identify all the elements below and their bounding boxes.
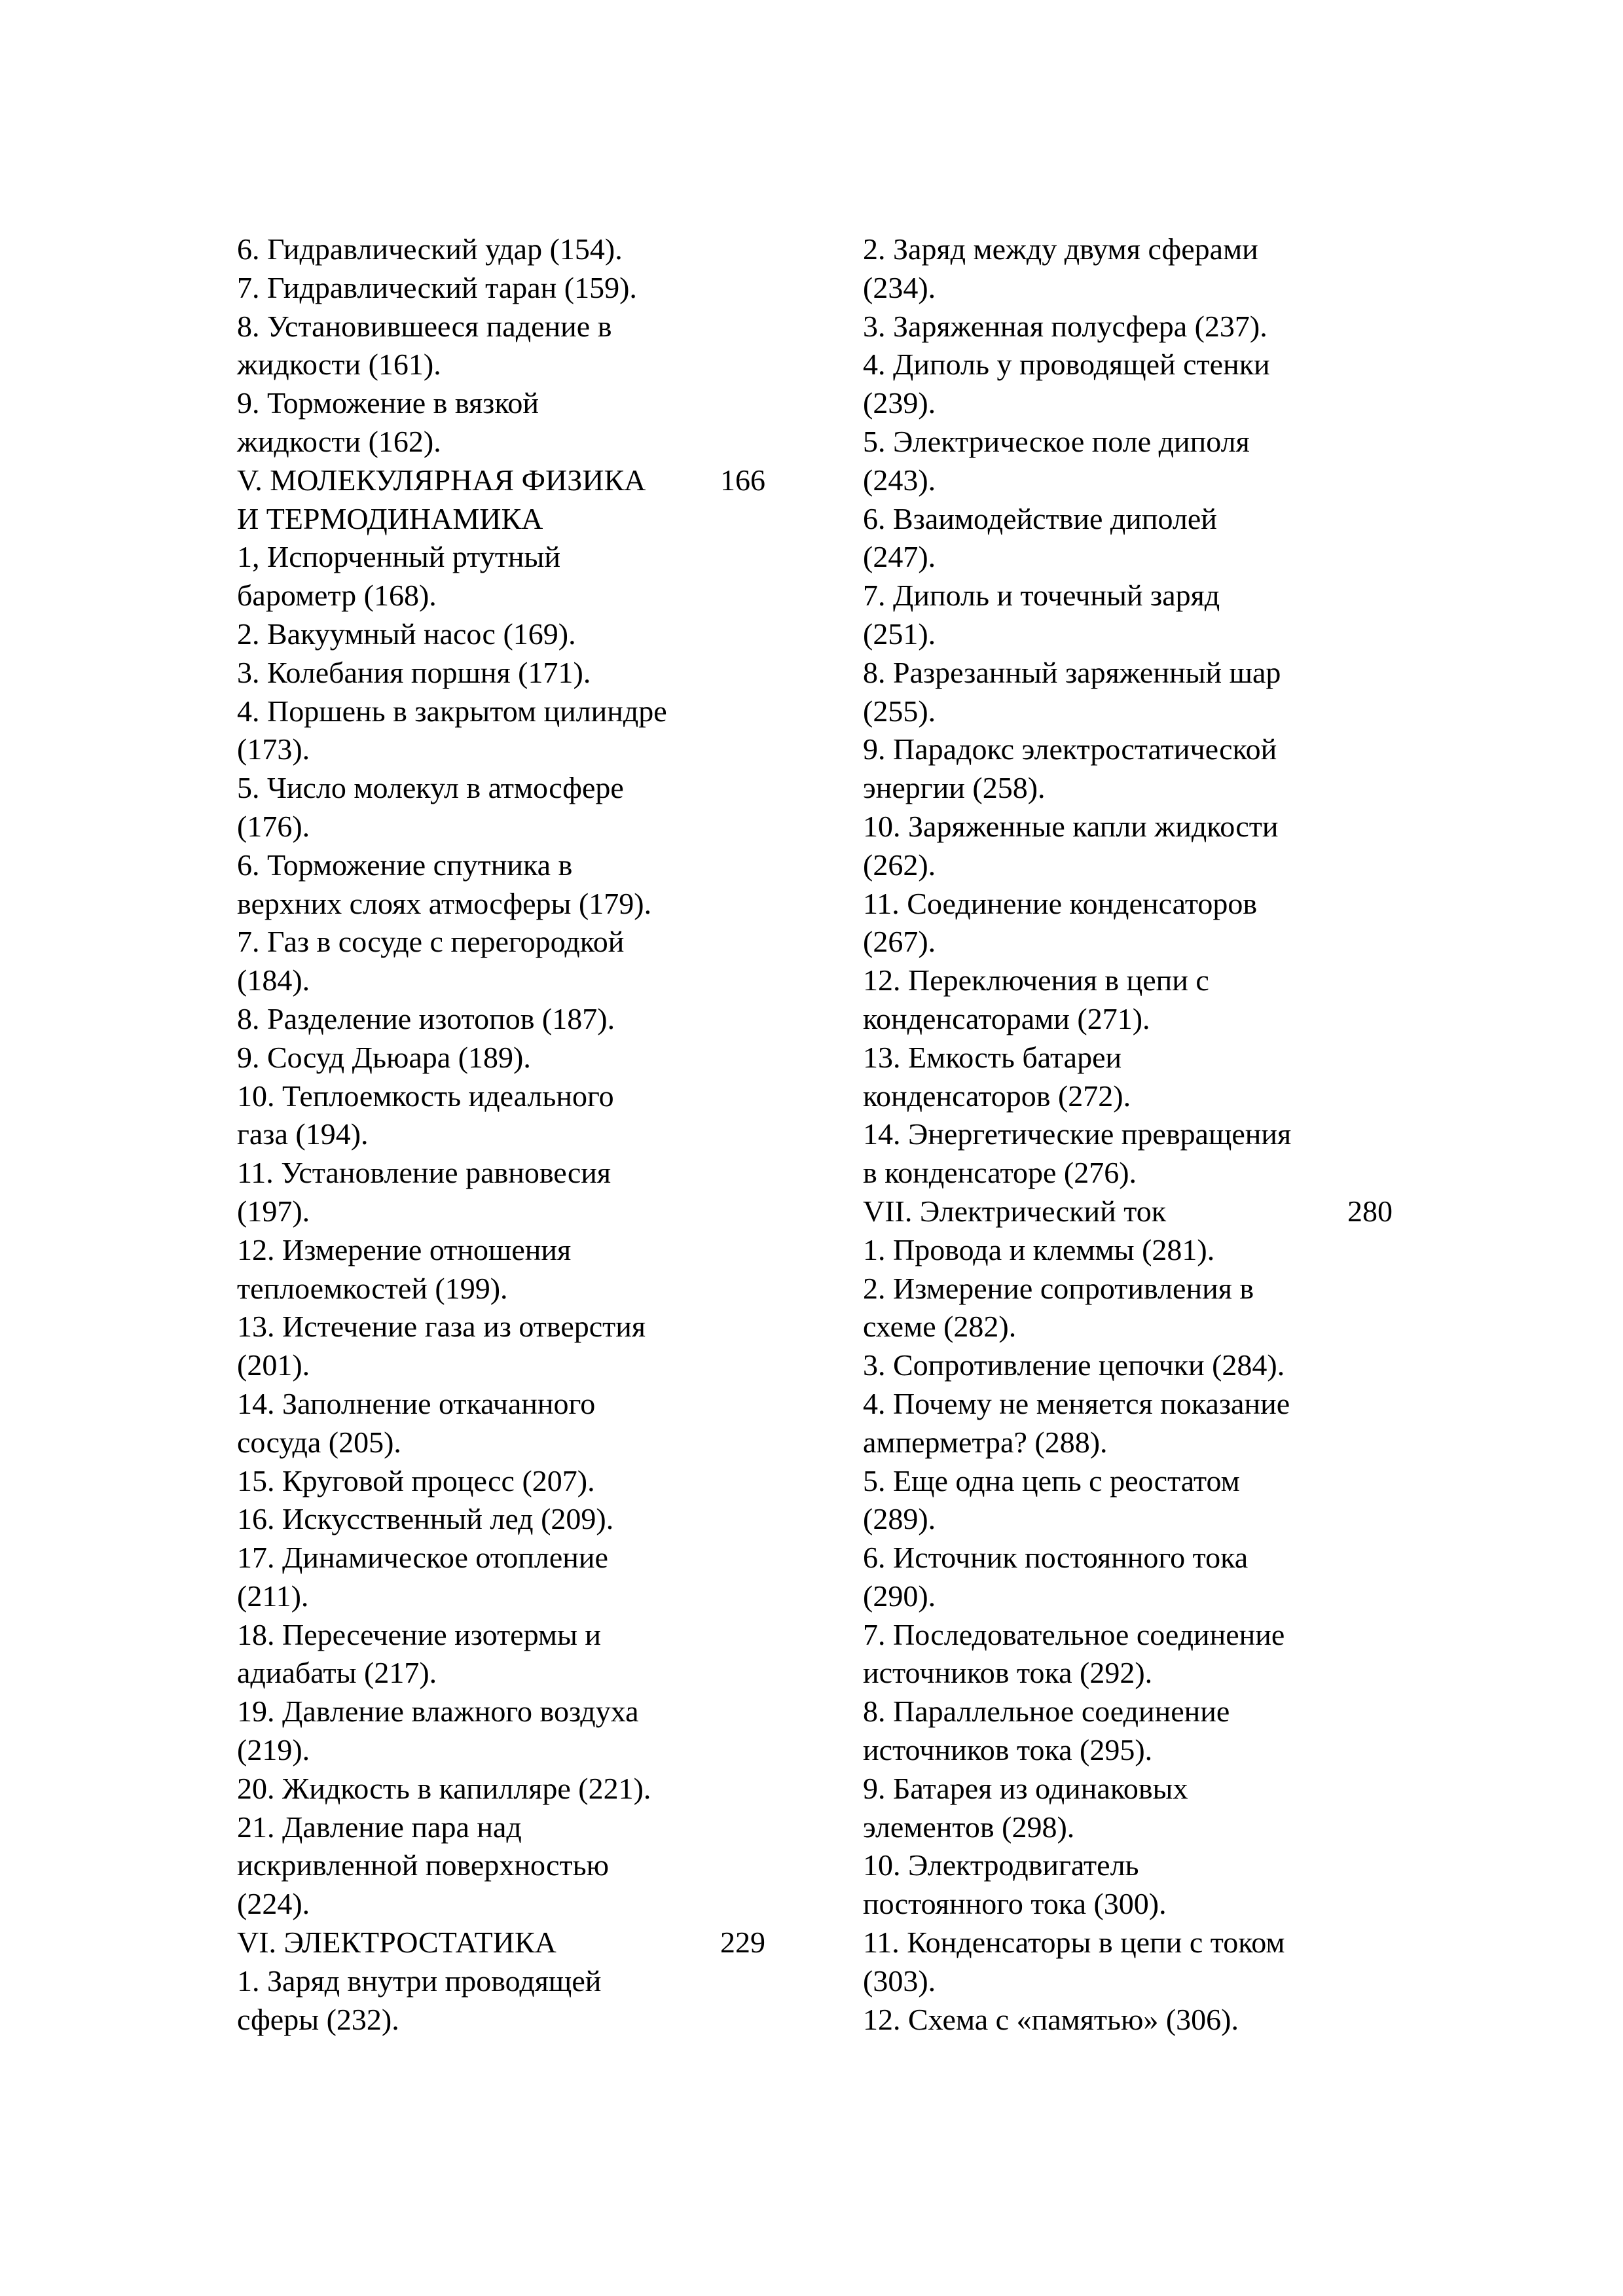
toc-entry-text: 3. Заряженная полусфера (237). bbox=[863, 309, 1267, 343]
toc-entry-text: 11. Соединение конденсаторов bbox=[863, 886, 1258, 920]
toc-line bbox=[237, 1462, 780, 1501]
toc-entry-text: 12. Переключения в цепи с bbox=[863, 963, 1209, 997]
toc-line bbox=[237, 2001, 780, 2039]
toc-entry-text: (197). bbox=[237, 1194, 310, 1228]
toc-line bbox=[863, 577, 1426, 615]
toc-line bbox=[863, 1500, 1426, 1539]
toc-entry-text: 15. Круговой процесс (207). bbox=[237, 1463, 595, 1498]
toc-entry-text: 7. Газ в сосуде с перегородкой bbox=[237, 925, 625, 959]
toc-line bbox=[237, 1154, 780, 1193]
toc-entry-text: энергии (258). bbox=[863, 771, 1046, 805]
toc-entry-text: 20. Жидкость в капилляре (221). bbox=[237, 1771, 651, 1805]
toc-entry-text: 11. Установление равновесия bbox=[237, 1156, 611, 1190]
toc-entry-text: (243). bbox=[863, 463, 936, 497]
toc-line bbox=[237, 1039, 780, 1077]
toc-left-column bbox=[237, 230, 780, 2039]
toc-line bbox=[863, 1539, 1426, 1577]
toc-section-line bbox=[237, 461, 780, 500]
toc-entry-text: (176). bbox=[237, 809, 310, 843]
toc-entry-text: 1, Испорченный ртутный bbox=[237, 540, 561, 574]
toc-entry-text: (262). bbox=[863, 848, 936, 882]
toc-entry-text: (173). bbox=[237, 732, 310, 766]
toc-entry-text: конденсаторами (271). bbox=[863, 1001, 1150, 1035]
toc-line bbox=[863, 769, 1426, 808]
toc-entry-text: 18. Пересечение изотермы и bbox=[237, 1617, 602, 1651]
toc-line bbox=[863, 808, 1426, 846]
toc-line bbox=[863, 269, 1426, 308]
toc-entry-text: (211). bbox=[237, 1579, 309, 1613]
toc-line bbox=[237, 692, 780, 731]
toc-line bbox=[863, 384, 1426, 423]
toc-line bbox=[237, 500, 780, 539]
section-title: VI. ЭЛЕКТРОСТАТИКА bbox=[237, 1926, 556, 1960]
toc-entry-text: адиабаты (217). bbox=[237, 1656, 437, 1690]
toc-entry-text: в конденсаторе (276). bbox=[863, 1156, 1137, 1190]
toc-entry-text: 12. Измерение отношения bbox=[237, 1232, 572, 1266]
toc-entry-text: 4. Поршень в закрытом цилиндре bbox=[237, 694, 667, 728]
toc-entry-text: 14. Энергетические превращения bbox=[863, 1117, 1292, 1151]
toc-entry-text: (201). bbox=[237, 1348, 310, 1382]
toc-line bbox=[863, 461, 1426, 500]
toc-line bbox=[863, 1462, 1426, 1501]
toc-entry-text: 1. Заряд внутри проводящей bbox=[237, 1964, 602, 1998]
toc-line bbox=[863, 1154, 1426, 1193]
section-page-number: 166 bbox=[720, 463, 765, 497]
toc-line bbox=[863, 1385, 1426, 1424]
toc-entry-text: 2. Вакуумный насос (169). bbox=[237, 617, 576, 651]
toc-line bbox=[237, 1346, 780, 1385]
toc-line bbox=[237, 384, 780, 423]
toc-line bbox=[237, 1808, 780, 1847]
toc-entry-text: источников тока (295). bbox=[863, 1733, 1153, 1767]
toc-entry-text: (234). bbox=[863, 270, 936, 304]
toc-entry-text: 4. Диполь у проводящей стенки bbox=[863, 348, 1270, 382]
toc-line bbox=[237, 230, 780, 269]
toc-line bbox=[863, 346, 1426, 384]
toc-entry-text: 6. Взаимодействие диполей bbox=[863, 501, 1217, 535]
toc-line bbox=[237, 1115, 780, 1154]
toc-entry-text: верхних слоях атмосферы (179). bbox=[237, 886, 652, 920]
toc-line bbox=[863, 1346, 1426, 1385]
toc-entry-text: 11. Конденсаторы в цепи с током bbox=[863, 1926, 1285, 1960]
toc-entry-text: 9. Батарея из одинаковых bbox=[863, 1771, 1188, 1805]
toc-entry-text: газа (194). bbox=[237, 1117, 369, 1151]
toc-line bbox=[237, 1308, 780, 1346]
toc-section-line bbox=[863, 1193, 1426, 1231]
toc-line bbox=[863, 1115, 1426, 1154]
toc-entry-text: 6. Торможение спутника в bbox=[237, 848, 573, 882]
toc-entry-text: 13. Истечение газа из отверстия bbox=[237, 1310, 646, 1344]
toc-entry-text: (303). bbox=[863, 1964, 936, 1998]
toc-line bbox=[237, 1000, 780, 1039]
toc-entry-text: 7. Гидравлический таран (159). bbox=[237, 270, 637, 304]
toc-entry-text: сферы (232). bbox=[237, 2002, 399, 2036]
toc-line bbox=[863, 730, 1426, 769]
toc-entry-text: 9. Сосуд Дьюара (189). bbox=[237, 1040, 531, 1074]
toc-entry-text: 5. Электрическое поле диполя bbox=[863, 424, 1250, 458]
toc-line bbox=[863, 230, 1426, 269]
section-title: VII. Электрический ток bbox=[863, 1194, 1167, 1228]
toc-entry-text: 17. Динамическое отопление bbox=[237, 1541, 608, 1575]
toc-line bbox=[237, 269, 780, 308]
toc-entry-text: 3. Колебания поршня (171). bbox=[237, 655, 591, 689]
toc-line bbox=[237, 346, 780, 384]
toc-line bbox=[863, 654, 1426, 692]
toc-line bbox=[863, 423, 1426, 461]
toc-line bbox=[237, 1616, 780, 1655]
toc-entry-text: 14. Заполнение откачанного bbox=[237, 1386, 596, 1420]
toc-line bbox=[237, 1577, 780, 1616]
toc-entry-text: 13. Емкость батареи bbox=[863, 1040, 1122, 1074]
toc-entry-text: схеме (282). bbox=[863, 1310, 1017, 1344]
toc-entry-text: 10. Электродвигатель bbox=[863, 1848, 1139, 1882]
toc-entry-text: (267). bbox=[863, 925, 936, 959]
toc-entry-text: 10. Теплоемкость идеального bbox=[237, 1079, 614, 1113]
toc-line bbox=[237, 808, 780, 846]
toc-line bbox=[237, 923, 780, 961]
toc-line bbox=[237, 1385, 780, 1424]
toc-line bbox=[237, 1962, 780, 2001]
toc-line bbox=[237, 1077, 780, 1116]
toc-entry-text: барометр (168). bbox=[237, 579, 437, 613]
toc-entry-text: 9. Торможение в вязкой bbox=[237, 386, 539, 420]
toc-line bbox=[237, 1500, 780, 1539]
toc-line bbox=[863, 1231, 1426, 1270]
section-title: V. МОЛЕКУЛЯРНАЯ ФИЗИКА bbox=[237, 463, 646, 497]
toc-entry-text: И ТЕРМОДИНАМИКА bbox=[237, 501, 543, 535]
toc-entry-text: 6. Гидравлический удар (154). bbox=[237, 232, 623, 266]
toc-line bbox=[237, 1731, 780, 1770]
toc-entry-text: 8. Установившееся падение в bbox=[237, 309, 612, 343]
toc-line bbox=[863, 923, 1426, 961]
toc-entry-text: 8. Разрезанный заряженный шар bbox=[863, 655, 1281, 689]
toc-right-column bbox=[863, 230, 1426, 2039]
toc-line bbox=[237, 1846, 780, 1885]
toc-entry-text: 8. Разделение изотопов (187). bbox=[237, 1001, 615, 1035]
toc-entry-text: (255). bbox=[863, 694, 936, 728]
toc-entry-text: (247). bbox=[863, 540, 936, 574]
toc-entry-text: постоянного тока (300). bbox=[863, 1887, 1167, 1921]
toc-entry-text: (289). bbox=[863, 1502, 936, 1536]
toc-line bbox=[237, 538, 780, 577]
toc-line bbox=[863, 1962, 1426, 2001]
toc-entry-text: конденсаторов (272). bbox=[863, 1079, 1131, 1113]
toc-entry-text: 7. Последовательное соединение bbox=[863, 1617, 1285, 1651]
toc-line bbox=[237, 961, 780, 1000]
toc-entry-text: 6. Источник постоянного тока bbox=[863, 1541, 1249, 1575]
toc-line bbox=[237, 615, 780, 654]
toc-entry-text: (184). bbox=[237, 963, 310, 997]
toc-entry-text: (239). bbox=[863, 386, 936, 420]
toc-line bbox=[237, 1424, 780, 1462]
toc-line bbox=[863, 1693, 1426, 1731]
toc-line bbox=[863, 308, 1426, 346]
toc-line bbox=[237, 730, 780, 769]
toc-entry-text: (219). bbox=[237, 1733, 310, 1767]
toc-line bbox=[863, 1924, 1426, 1962]
toc-entry-text: жидкости (162). bbox=[237, 424, 441, 458]
toc-entry-text: 5. Еще одна цепь с реостатом bbox=[863, 1463, 1240, 1498]
toc-entry-text: теплоемкостей (199). bbox=[237, 1271, 508, 1305]
toc-entry-text: 3. Сопротивление цепочки (284). bbox=[863, 1348, 1285, 1382]
toc-entry-text: сосуда (205). bbox=[237, 1425, 401, 1459]
toc-line bbox=[237, 1654, 780, 1693]
toc-line bbox=[237, 769, 780, 808]
toc-entry-text: 1. Провода и клеммы (281). bbox=[863, 1232, 1215, 1266]
toc-entry-text: элементов (298). bbox=[863, 1810, 1075, 1844]
toc-entry-text: жидкости (161). bbox=[237, 348, 441, 382]
toc-line bbox=[863, 1885, 1426, 1924]
toc-entry-text: 5. Число молекул в атмосфере bbox=[237, 771, 624, 805]
toc-section-line bbox=[237, 1924, 780, 1962]
toc-entry-text: искривленной поверхностью bbox=[237, 1848, 609, 1882]
toc-line bbox=[237, 1539, 780, 1577]
toc-line bbox=[863, 1424, 1426, 1462]
toc-entry-text: (251). bbox=[863, 617, 936, 651]
toc-line bbox=[863, 615, 1426, 654]
toc-entry-text: 16. Искусственный лед (209). bbox=[237, 1502, 614, 1536]
toc-entry-text: 4. Почему не меняется показание bbox=[863, 1386, 1290, 1420]
toc-line bbox=[863, 961, 1426, 1000]
section-page-number: 229 bbox=[720, 1926, 765, 1960]
section-page-number: 280 bbox=[1347, 1194, 1393, 1228]
toc-line bbox=[863, 1000, 1426, 1039]
toc-entry-text: источников тока (292). bbox=[863, 1656, 1153, 1690]
toc-line bbox=[863, 1846, 1426, 1885]
toc-line bbox=[237, 1231, 780, 1270]
toc-entry-text: 10. Заряженные капли жидкости bbox=[863, 809, 1279, 843]
toc-line bbox=[863, 2001, 1426, 2039]
toc-line bbox=[237, 1270, 780, 1308]
toc-line bbox=[863, 1077, 1426, 1116]
toc-line bbox=[863, 1270, 1426, 1308]
toc-line bbox=[237, 885, 780, 924]
toc-line bbox=[863, 1654, 1426, 1693]
toc-line bbox=[237, 846, 780, 885]
toc-line bbox=[863, 885, 1426, 924]
toc-entry-text: 9. Парадокс электростатической bbox=[863, 732, 1277, 766]
toc-line bbox=[863, 1808, 1426, 1847]
toc-entry-text: амперметра? (288). bbox=[863, 1425, 1108, 1459]
toc-line bbox=[863, 1039, 1426, 1077]
toc-entry-text: 12. Схема с «памятью» (306). bbox=[863, 2002, 1239, 2036]
toc-line bbox=[237, 1885, 780, 1924]
toc-entry-text: (224). bbox=[237, 1887, 310, 1921]
toc-line bbox=[237, 423, 780, 461]
toc-entry-text: 7. Диполь и точечный заряд bbox=[863, 579, 1220, 613]
toc-line bbox=[237, 308, 780, 346]
toc-entry-text: 8. Параллельное соединение bbox=[863, 1695, 1230, 1729]
toc-line bbox=[863, 538, 1426, 577]
toc-line bbox=[863, 846, 1426, 885]
toc-entry-text: (290). bbox=[863, 1579, 936, 1613]
toc-line bbox=[237, 1693, 780, 1731]
toc-line bbox=[863, 1731, 1426, 1770]
toc-line bbox=[237, 577, 780, 615]
toc-line bbox=[863, 692, 1426, 731]
toc-entry-text: 19. Давление влажного воздуха bbox=[237, 1695, 639, 1729]
toc-entry-text: 2. Заряд между двумя сферами bbox=[863, 232, 1258, 266]
toc-line bbox=[863, 1770, 1426, 1808]
toc-line bbox=[863, 1616, 1426, 1655]
toc-line bbox=[237, 1770, 780, 1808]
toc-line bbox=[863, 1577, 1426, 1616]
toc-line bbox=[237, 1193, 780, 1231]
toc-line bbox=[237, 654, 780, 692]
toc-line bbox=[863, 1308, 1426, 1346]
toc-line bbox=[863, 500, 1426, 539]
toc-entry-text: 21. Давление пара над bbox=[237, 1810, 522, 1844]
toc-entry-text: 2. Измерение сопротивления в bbox=[863, 1271, 1254, 1305]
